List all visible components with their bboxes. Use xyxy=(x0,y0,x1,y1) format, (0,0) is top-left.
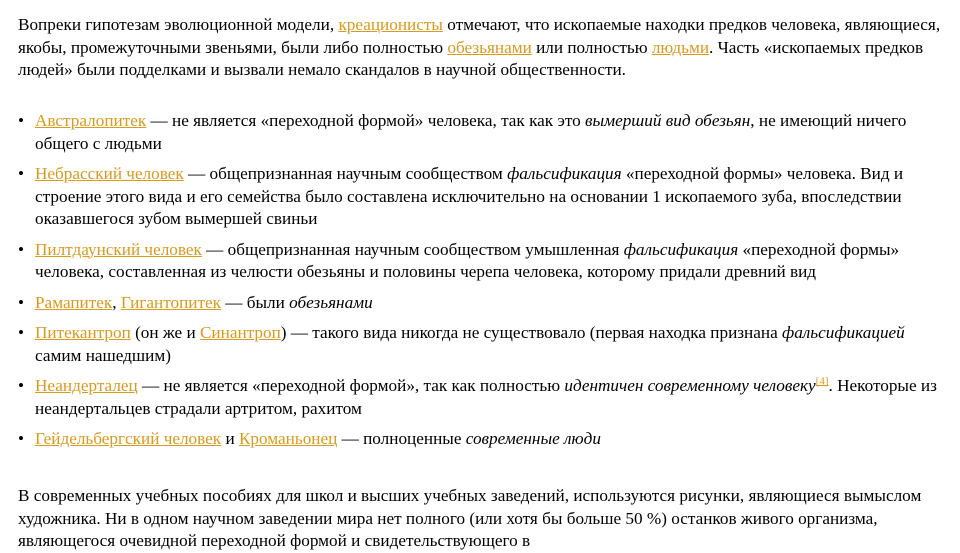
item-emphasis: обезьянами xyxy=(289,292,373,312)
item-text: — общепризнанная научным сообществом xyxy=(183,164,508,183)
item-text: — полноценные xyxy=(337,429,466,448)
list-item-pithecanthropus xyxy=(18,322,943,367)
item-text: ) — такого вида никогда не существовало (первая находка признана xyxy=(280,323,783,342)
link-heidelberg-man[interactable]: Гейдельбергский человек xyxy=(35,429,222,448)
bullet: • xyxy=(18,239,25,259)
item-text: . Некоторые из неандертальцев страдали артритом, рахитом xyxy=(35,376,937,418)
intro-text-2: отмечают, что ископаемые находки предков человека, являющиеся, якобы, промежуточными звеньями, были либо полностью xyxy=(18,15,941,57)
link-sinanthropus[interactable]: Синантроп xyxy=(199,323,281,342)
bullet: • xyxy=(18,292,25,312)
item-text: (он же и xyxy=(130,323,200,342)
link-piltdown-man[interactable]: Пилтдаунский человек xyxy=(35,239,202,259)
link-cro-magnon[interactable]: Кроманьонец xyxy=(238,429,338,448)
bullet: • xyxy=(18,164,25,183)
item-text: «переходной формы» человека. Вид и строение этого вида и его семейства было составлена исключительно на основании 1 ископаемого зуба, впоследствии оказавшегося зубом вымершей свиньи xyxy=(35,164,904,228)
list-item-heidelberg-man xyxy=(18,428,943,451)
bullet: • xyxy=(18,323,25,342)
item-text: и xyxy=(221,429,239,448)
list-item-ramapithecus xyxy=(18,292,943,315)
intro-text-3: или полностью xyxy=(531,37,652,57)
link-people[interactable]: людьми xyxy=(651,37,710,57)
fossil-list xyxy=(18,110,943,459)
item-emphasis: фальсификация xyxy=(507,164,622,183)
outro-paragraph: В современных учебных пособиях для школ и высших учебных заведений, используются рисунки, являющиеся вымыслом художника. Ни в одном научном заведении мира нет полного (или хотя бы больше 50 %) останков живого организма, являющегося очевидной переходной формой и свидетельствующего в xyxy=(18,486,922,550)
bullet: • xyxy=(18,376,25,395)
link-australopithecus[interactable]: Австралопитек xyxy=(35,111,147,130)
item-text: — были xyxy=(220,292,290,312)
link-ramapithecus[interactable]: Рамапитек xyxy=(35,292,113,312)
list-item-nebraska-man xyxy=(18,163,943,231)
list-item-piltdown-man xyxy=(18,239,943,284)
link-nebraska-man[interactable]: Небрасский человек xyxy=(35,164,184,183)
bullet: • xyxy=(18,111,25,130)
link-neanderthal[interactable]: Неандерталец xyxy=(35,376,138,395)
link-creationists[interactable]: креационисты xyxy=(338,15,443,34)
link-monkeys[interactable]: обезьянами xyxy=(447,37,532,57)
intro-text-1: Вопреки гипотезам эволюционной модели, xyxy=(18,15,339,34)
bullet: • xyxy=(18,429,25,448)
item-text: , не имеющий ничего общего с людьми xyxy=(35,111,907,153)
item-separator: , xyxy=(112,292,121,312)
item-text: — не является «переходной формой», так как полностью xyxy=(137,376,565,395)
item-text: «переходной формы» человека, составленная из челюсти обезьяны и половины черепа человека, которому придали древний вид xyxy=(35,239,900,281)
intro-paragraph xyxy=(18,14,943,82)
item-emphasis: фальсификация xyxy=(623,239,739,259)
footnote-ref[interactable]: [4] xyxy=(815,375,829,388)
item-emphasis: фальсификацией xyxy=(782,323,905,342)
intro-text-4: . Часть «ископаемых предков людей» были подделками и вызвали немало скандалов в научной общественности. xyxy=(18,37,924,79)
link-gigantopithecus[interactable]: Гигантопитек xyxy=(120,292,221,312)
list-item-australopithecus xyxy=(18,110,943,155)
item-text: — не является «переходной формой» человека, так как это xyxy=(146,111,586,130)
list-item-neanderthal xyxy=(18,375,943,420)
item-text: самим нашедшим) xyxy=(35,345,171,365)
item-emphasis: идентичен современному человеку xyxy=(564,376,816,395)
item-emphasis: современные люди xyxy=(465,429,601,448)
item-text: — общепризнанная научным сообществом умышленная xyxy=(201,239,624,259)
link-pithecanthropus[interactable]: Питекантроп xyxy=(35,323,131,342)
item-emphasis: вымерший вид обезьян xyxy=(585,111,751,130)
